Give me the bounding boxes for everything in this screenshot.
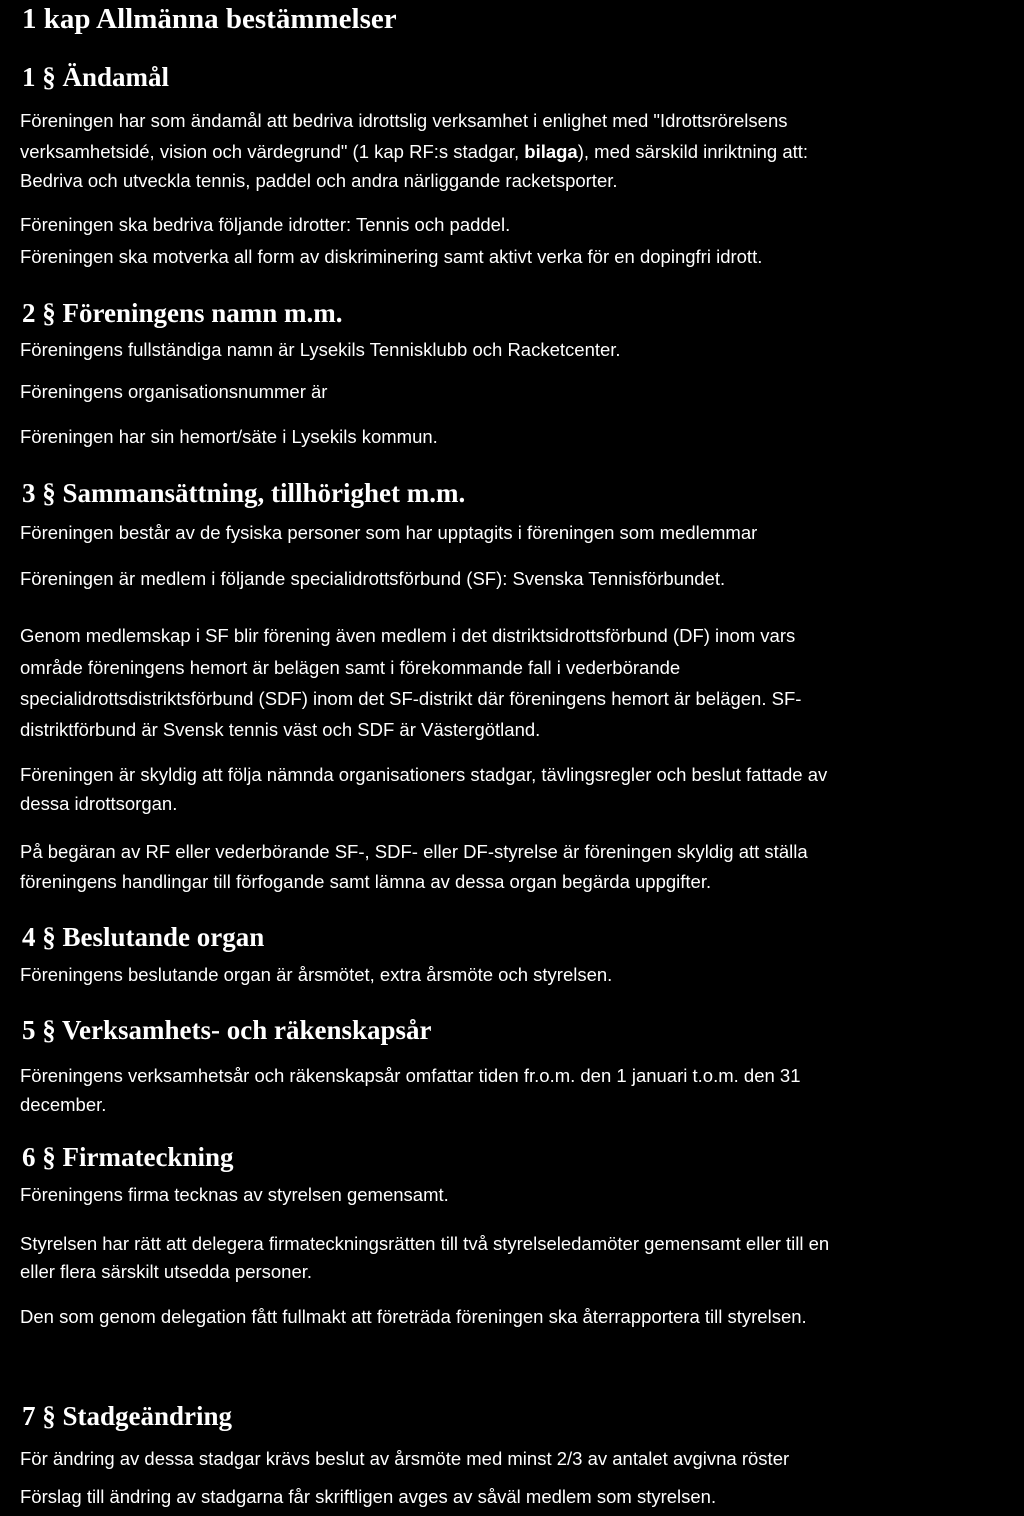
section-1-line-4: Föreningen ska bedriva följande idrotter: Tennis och paddel. [20,214,511,235]
section-7-heading: 7 § Stadgeändring [22,1401,233,1431]
section-1-line-2-start: verksamhetsidé, vision och värdegrund" (1 kap RF:s stadgar, [20,141,525,162]
section-6-heading: 6 § Firmateckning [22,1142,234,1172]
section-1-line-5: Föreningen ska motverka all form av diskriminering samt aktivt verka för en dopingfri idrott. [20,246,763,267]
section-3-line-10: föreningens handlingar till förfogande samt lämna av dessa organ begärda uppgifter. [20,871,712,892]
section-1-line-2 [20,139,808,165]
section-3-line-1: Föreningen består av de fysiska personer som har upptagits i föreningen som medlemmar [20,522,758,543]
section-4-heading: 4 § Beslutande organ [22,922,265,952]
chapter-title: 1 kap Allmänna bestämmelser [22,3,397,35]
section-2-line-2: Föreningens organisationsnummer är [20,381,328,402]
section-3-line-7: Föreningen är skyldig att följa nämnda organisationers stadgar, tävlingsregler och beslut fattade av [20,764,828,785]
section-3-heading: 3 § Sammansättning, tillhörighet m.m. [22,478,466,508]
section-6-line-1: Föreningens firma tecknas av styrelsen gemensamt. [20,1184,449,1205]
section-2-heading: 2 § Föreningens namn m.m. [22,298,343,328]
section-3-line-8: dessa idrottsorgan. [20,793,178,814]
section-2-line-1: Föreningens fullständiga namn är Lysekils Tennisklubb och Racketcenter. [20,339,621,360]
section-7-line-2: Förslag till ändring av stadgarna får skriftligen avges av såväl medlem som styrelsen. [20,1486,717,1507]
section-5-heading: 5 § Verksamhets- och räkenskapsår [22,1015,432,1045]
section-5-line-2: december. [20,1094,107,1115]
section-6-line-3: eller flera särskilt utsedda personer. [20,1261,313,1282]
section-6-line-2: Styrelsen har rätt att delegera firmateckningsrätten till två styrelseledamöter gemensamt eller till en [20,1233,830,1254]
section-1-heading: 1 § Ändamål [22,62,170,92]
section-3-line-5: specialidrottsdistriktsförbund (SDF) inom det SF-distrikt där föreningens hemort är belägen. SF- [20,688,802,709]
section-3-line-6: distriktförbund är Svensk tennis väst och SDF är Västergötland. [20,719,541,740]
section-3-line-3: Genom medlemskap i SF blir förening även medlem i det distriktsidrottsförbund (DF) inom vars [20,625,796,646]
section-7-line-1: För ändring av dessa stadgar krävs beslut av årsmöte med minst 2/3 av antalet avgivna röster [20,1448,790,1469]
section-3-line-9: På begäran av RF eller vederbörande SF-, SDF- eller DF-styrelse är föreningen skyldig att ställa [20,841,808,862]
section-5-line-1: Föreningens verksamhetsår och räkenskapsår omfattar tiden fr.o.m. den 1 januari t.o.m. den 31 [20,1065,801,1086]
section-3-line-2: Föreningen är medlem i följande specialidrottsförbund (SF): Svenska Tennisförbundet. [20,568,726,589]
section-2-line-3: Föreningen har sin hemort/säte i Lysekils kommun. [20,426,438,447]
section-1-line-1: Föreningen har som ändamål att bedriva idrottslig verksamhet i enlighet med "Idrottsrörelsens [20,110,788,131]
section-3-line-4: område föreningens hemort är belägen samt i förekommande fall i vederbörande [20,657,681,678]
section-4-line-1: Föreningens beslutande organ är årsmötet, extra årsmöte och styrelsen. [20,964,613,985]
section-1-line-3: Bedriva och utveckla tennis, paddel och andra närliggande racketsporter. [20,170,618,191]
section-6-line-4: Den som genom delegation fått fullmakt att företräda föreningen ska återrapportera till styrelsen. [20,1306,807,1327]
section-1-line-2-end: ), med särskild inriktning att: [577,141,809,162]
bilaga-bold-text: bilaga [524,141,578,162]
